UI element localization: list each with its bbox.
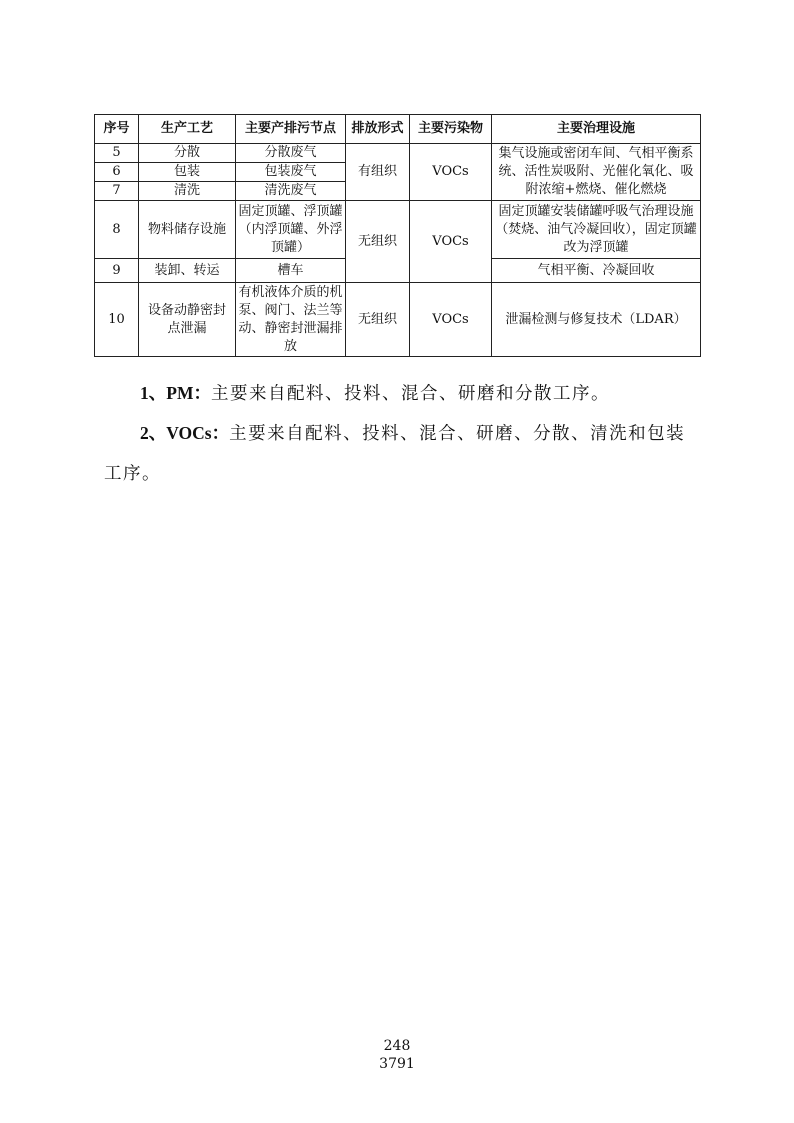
header-node: 主要产排污节点 — [236, 115, 346, 144]
row-process: 包装 — [139, 163, 236, 182]
note-pm-label: 1、PM： — [140, 383, 211, 403]
row-form: 无组织 — [346, 283, 410, 357]
row-process: 清洗 — [139, 182, 236, 201]
row-node: 有机液体介质的机泵、阀门、法兰等动、静密封泄漏排放 — [236, 283, 346, 357]
row-form: 无组织 — [346, 201, 410, 283]
row-form: 有组织 — [346, 144, 410, 201]
row-node: 槽车 — [236, 259, 346, 283]
header-process: 生产工艺 — [139, 115, 236, 144]
header-form: 排放形式 — [346, 115, 410, 144]
row-facility: 固定顶罐安装储罐呼吸气治理设施（焚烧、油气冷凝回收），固定顶罐改为浮顶罐 — [492, 201, 701, 259]
row-pollutant: VOCs — [410, 283, 492, 357]
header-pollutant: 主要污染物 — [410, 115, 492, 144]
row-node: 清洗废气 — [236, 182, 346, 201]
row-no: 9 — [95, 259, 139, 283]
row-no: 8 — [95, 201, 139, 259]
row-no: 5 — [95, 144, 139, 163]
row-node: 分散废气 — [236, 144, 346, 163]
note-vocs-label: 2、VOCs： — [140, 423, 230, 443]
row-no: 6 — [95, 163, 139, 182]
note-pm — [104, 373, 696, 414]
table-row — [95, 201, 701, 259]
row-pollutant: VOCs — [410, 144, 492, 201]
row-no: 7 — [95, 182, 139, 201]
table-row — [95, 144, 701, 163]
total-page-number: 3791 — [379, 1056, 415, 1072]
row-process: 物料储存设施 — [139, 201, 236, 259]
row-facility: 泄漏检测与修复技术（LDAR） — [492, 283, 701, 357]
row-process: 分散 — [139, 144, 236, 163]
pollution-control-table — [94, 114, 701, 357]
note-vocs-text: 主要来自配料、投料、混合、研磨、分散、清洗和包装工序。 — [104, 424, 686, 484]
note-pm-text: 主要来自配料、投料、混合、研磨和分散工序。 — [210, 384, 610, 404]
row-pollutant: VOCs — [410, 201, 492, 283]
page-number: 248 — [383, 1038, 411, 1054]
note-vocs — [104, 413, 696, 494]
row-facility: 气相平衡、冷凝回收 — [492, 259, 701, 283]
row-no: 10 — [95, 283, 139, 357]
row-node: 固定顶罐、浮顶罐（内浮顶罐、外浮顶罐） — [236, 201, 346, 259]
header-facility: 主要治理设施 — [492, 115, 701, 144]
table-row — [95, 283, 701, 357]
row-facility: 集气设施或密闭车间、气相平衡系统、活性炭吸附、光催化氧化、吸附浓缩+燃烧、催化燃烧 — [492, 144, 701, 201]
table-header-row — [95, 115, 701, 144]
row-process: 装卸、转运 — [139, 259, 236, 283]
header-no: 序号 — [95, 115, 139, 144]
row-process: 设备动静密封点泄漏 — [139, 283, 236, 357]
row-node: 包装废气 — [236, 163, 346, 182]
